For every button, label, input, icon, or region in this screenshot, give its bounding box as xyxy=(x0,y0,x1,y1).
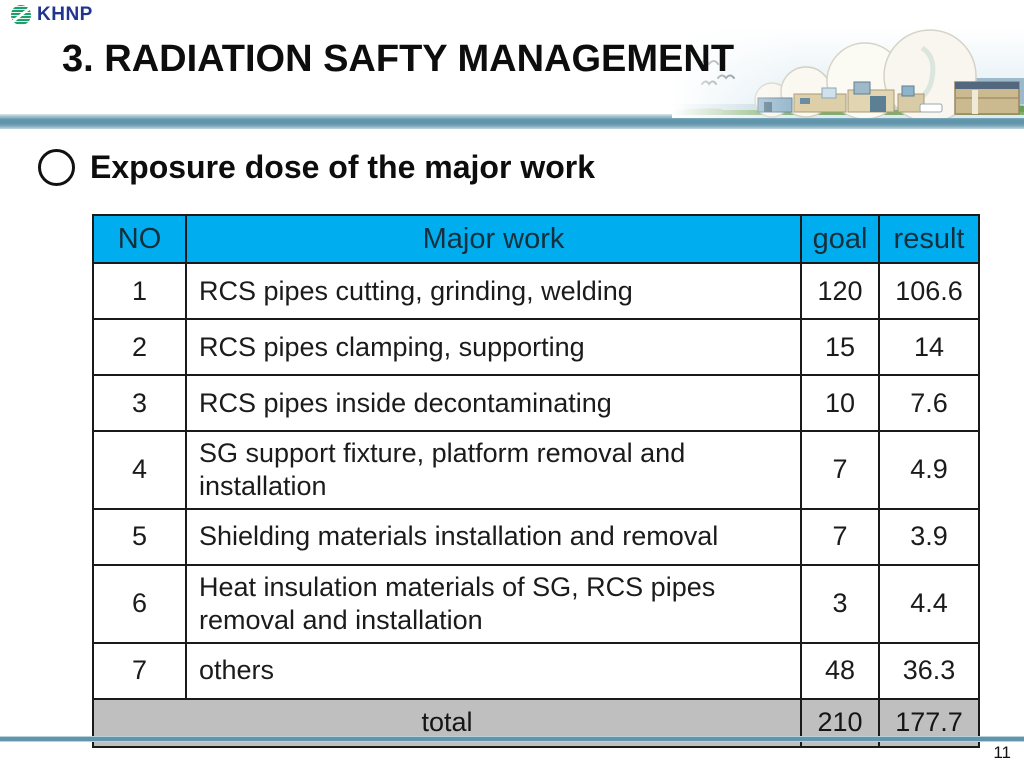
total-label: total xyxy=(93,699,801,747)
cell-major-work: RCS pipes inside decontaminating xyxy=(186,375,801,431)
table-header-row xyxy=(93,215,979,263)
cell-goal: 120 xyxy=(801,263,879,319)
section-heading xyxy=(38,149,595,186)
cell-no: 1 xyxy=(93,263,186,319)
cell-result: 14 xyxy=(879,319,979,375)
cell-major-work: Shielding materials installation and removal xyxy=(186,509,801,565)
cell-goal: 10 xyxy=(801,375,879,431)
table-row xyxy=(93,565,979,643)
cell-goal: 48 xyxy=(801,643,879,699)
cell-goal: 3 xyxy=(801,565,879,643)
slide-title: 3. RADIATION SAFTY MANAGEMENT xyxy=(62,38,735,80)
table-row xyxy=(93,263,979,319)
cell-result: 4.4 xyxy=(879,565,979,643)
cell-no: 3 xyxy=(93,375,186,431)
khnp-logo xyxy=(10,4,93,26)
cell-major-work: RCS pipes cutting, grinding, welding xyxy=(186,263,801,319)
cell-result: 3.9 xyxy=(879,509,979,565)
total-goal: 210 xyxy=(801,699,879,747)
cell-goal: 7 xyxy=(801,431,879,509)
cell-major-work: SG support fixture, platform removal and installation xyxy=(186,431,801,509)
cell-no: 2 xyxy=(93,319,186,375)
table-header xyxy=(93,215,979,263)
table-body xyxy=(93,263,979,699)
page-number: 11 xyxy=(993,743,1011,762)
table-row xyxy=(93,643,979,699)
khnp-green-globe-icon xyxy=(10,4,34,26)
header-goal: goal xyxy=(801,215,879,263)
cell-no: 7 xyxy=(93,643,186,699)
cell-major-work: others xyxy=(186,643,801,699)
cell-no: 5 xyxy=(93,509,186,565)
header-no: NO xyxy=(93,215,186,263)
cell-result: 4.9 xyxy=(879,431,979,509)
cell-result: 7.6 xyxy=(879,375,979,431)
table-row xyxy=(93,431,979,509)
header-major-work: Major work xyxy=(186,215,801,263)
logo-text: KHNP xyxy=(37,4,93,25)
cell-goal: 7 xyxy=(801,509,879,565)
exposure-dose-table xyxy=(92,214,980,748)
section-heading-text: Exposure dose of the major work xyxy=(90,149,595,185)
cell-result: 106.6 xyxy=(879,263,979,319)
cell-major-work: Heat insulation materials of SG, RCS pipes removal and installation xyxy=(186,565,801,643)
exposure-dose-table-wrap xyxy=(92,214,980,748)
cell-no: 4 xyxy=(93,431,186,509)
table-row xyxy=(93,375,979,431)
header-result: result xyxy=(879,215,979,263)
cell-no: 6 xyxy=(93,565,186,643)
cell-major-work: RCS pipes clamping, supporting xyxy=(186,319,801,375)
cell-result: 36.3 xyxy=(879,643,979,699)
footer-divider-line xyxy=(0,737,1024,741)
cell-goal: 15 xyxy=(801,319,879,375)
table-row xyxy=(93,509,979,565)
table-row xyxy=(93,319,979,375)
total-result: 177.7 xyxy=(879,699,979,747)
circle-outline-bullet-icon xyxy=(38,149,75,186)
